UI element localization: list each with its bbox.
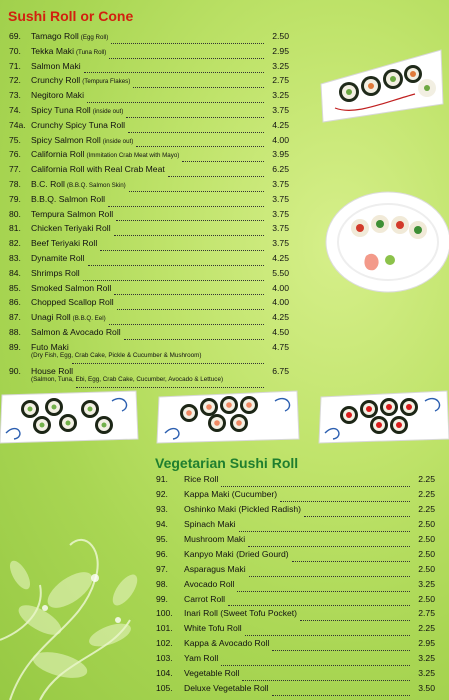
item-note: (Tempura Flakes) — [82, 78, 131, 86]
item-price: 4.25 — [272, 312, 289, 323]
item-number: 97. — [156, 563, 168, 574]
dot-leader — [72, 362, 264, 364]
item-number: 74a. — [9, 119, 26, 130]
dot-leader — [126, 116, 264, 118]
menu-item-78 — [9, 179, 289, 194]
item-price: 2.95 — [418, 638, 435, 649]
item-name: Salmon Maki — [31, 60, 81, 71]
item-price: 2.75 — [418, 608, 435, 619]
item-number: 93. — [156, 503, 168, 514]
item-name: Tekka Maki — [31, 45, 74, 56]
sushi-plate-photo-3 — [0, 387, 140, 447]
item-name: Chicken Teriyaki Roll — [31, 223, 111, 234]
item-name: Spicy Salmon Roll — [31, 134, 101, 145]
dot-leader — [128, 131, 264, 133]
item-note: (inside out) — [102, 137, 134, 145]
item-price: 2.50 — [418, 533, 435, 544]
item-name: Vegetable Roll — [184, 668, 240, 679]
dot-leader — [280, 500, 410, 502]
sushi-plate-photo-5 — [317, 387, 449, 447]
item-name: Oshinko Maki (Pickled Radish) — [184, 503, 302, 514]
item-name: Asparagus Maki — [184, 563, 246, 574]
section-title-vegetarian-sushi-roll: Vegetarian Sushi Roll — [155, 455, 299, 471]
item-price: 4.00 — [272, 134, 289, 145]
menu-item-73 — [9, 90, 289, 105]
item-name: House Roll — [31, 365, 74, 376]
item-name: Beef Teriyaki Roll — [31, 238, 98, 249]
item-price: 3.25 — [272, 90, 289, 101]
item-number: 90. — [9, 365, 21, 376]
item-price: 3.75 — [272, 104, 289, 115]
item-price: 3.75 — [272, 193, 289, 204]
item-number: 80. — [9, 208, 21, 219]
item-price: 3.95 — [272, 149, 289, 160]
item-number: 94. — [156, 518, 168, 529]
item-number: 85. — [9, 282, 21, 293]
item-price: 2.50 — [418, 563, 435, 574]
item-number: 89. — [9, 341, 21, 352]
item-price: 3.75 — [272, 178, 289, 189]
vegetarian-roll-list — [156, 474, 435, 698]
item-price: 2.50 — [272, 31, 289, 41]
dot-leader — [242, 679, 410, 681]
item-number: 105. — [156, 683, 173, 694]
sushi-roll-list — [9, 31, 289, 390]
section-title-sushi-roll-or-cone: Sushi Roll or Cone — [8, 8, 134, 24]
dot-leader — [221, 664, 410, 666]
item-ingredients: (Dry Fish, Egg, Crab Cake, Pickle & Cucumber & Mushroom) — [31, 351, 202, 359]
dot-leader — [248, 545, 410, 547]
menu-item-103 — [156, 653, 435, 668]
menu-item-71 — [9, 61, 289, 76]
menu-item-105 — [156, 683, 435, 698]
menu-item-82 — [9, 238, 289, 253]
item-number: 98. — [156, 578, 168, 589]
item-number: 99. — [156, 593, 168, 604]
item-name: B.C. Roll — [31, 178, 65, 189]
dot-leader — [300, 619, 410, 621]
item-name: White Tofu Roll — [184, 623, 242, 634]
menu-item-94 — [156, 519, 435, 534]
menu-item-76 — [9, 149, 289, 164]
dot-leader — [304, 515, 410, 517]
item-number: 103. — [156, 653, 173, 664]
item-note: (Immitation Crab Meat with Mayo) — [86, 152, 180, 160]
dot-leader — [108, 205, 264, 207]
item-name: Crunchy Roll — [31, 75, 81, 86]
menu-item-74a — [9, 120, 289, 135]
item-number: 96. — [156, 548, 168, 559]
item-name: Dynamite Roll — [31, 252, 85, 263]
dot-leader — [83, 279, 264, 281]
menu-item-83 — [9, 253, 289, 268]
item-name: Kappa & Avocado Roll — [184, 638, 270, 649]
item-price: 3.75 — [272, 223, 289, 234]
dot-leader — [114, 234, 264, 236]
item-number: 100. — [156, 608, 173, 619]
item-number: 70. — [9, 45, 21, 56]
item-name: Tamago Roll — [31, 31, 79, 41]
dot-leader — [239, 530, 410, 532]
item-name: Shrimps Roll — [31, 267, 80, 278]
item-number: 104. — [156, 668, 173, 679]
dot-leader — [245, 634, 410, 636]
dot-leader — [182, 160, 264, 162]
item-name: Salmon & Avocado Roll — [31, 326, 121, 337]
item-price: 4.25 — [272, 119, 289, 130]
item-name: Kappa Maki (Cucumber) — [184, 488, 278, 499]
item-name: Kanpyo Maki (Dried Gourd) — [184, 548, 289, 559]
item-price: 3.75 — [272, 238, 289, 249]
menu-item-74 — [9, 105, 289, 120]
menu-item-95 — [156, 534, 435, 549]
item-name: Yam Roll — [184, 653, 219, 664]
item-number: 82. — [9, 238, 21, 249]
menu-item-100 — [156, 608, 435, 623]
item-price: 2.50 — [418, 518, 435, 529]
menu-item-104 — [156, 668, 435, 683]
item-name: Carrot Roll — [184, 593, 226, 604]
item-price: 5.50 — [272, 267, 289, 278]
menu-item-101 — [156, 623, 435, 638]
item-price: 2.50 — [418, 593, 435, 604]
item-number: 83. — [9, 252, 21, 263]
menu-item-75 — [9, 135, 289, 150]
dot-leader — [272, 649, 410, 651]
item-price: 3.25 — [272, 60, 289, 71]
menu-item-89 — [9, 342, 289, 366]
item-number: 101. — [156, 623, 173, 634]
menu-item-81 — [9, 223, 289, 238]
item-price: 4.50 — [272, 326, 289, 337]
item-price: 2.95 — [272, 45, 289, 56]
item-number: 95. — [156, 533, 168, 544]
dot-leader — [109, 57, 264, 59]
dot-leader — [109, 323, 264, 325]
item-name: California Roll with Real Crab Meat — [31, 164, 165, 175]
menu-item-80 — [9, 209, 289, 224]
menu-item-72 — [9, 75, 289, 90]
item-name: Spinach Maki — [184, 518, 236, 529]
dot-leader — [292, 560, 410, 562]
item-price: 6.25 — [272, 164, 289, 175]
menu-item-88 — [9, 327, 289, 342]
menu-item-84 — [9, 268, 289, 283]
item-number: 87. — [9, 312, 21, 323]
item-number: 71. — [9, 60, 21, 71]
menu-item-77 — [9, 164, 289, 179]
item-name: Tempura Salmon Roll — [31, 208, 114, 219]
menu-item-85 — [9, 283, 289, 298]
sushi-plate-photo-4 — [155, 387, 302, 447]
item-number: 79. — [9, 193, 21, 204]
item-price: 4.00 — [272, 297, 289, 308]
item-name: Unagi Roll — [31, 312, 71, 323]
dot-leader — [228, 604, 410, 606]
menu-item-79 — [9, 194, 289, 209]
menu-item-99 — [156, 594, 435, 609]
item-price: 2.25 — [418, 503, 435, 514]
item-number: 77. — [9, 164, 21, 175]
menu-item-69 — [9, 31, 289, 46]
item-note: (B.B.Q. Salmon Skin) — [66, 181, 126, 189]
item-name: Smoked Salmon Roll — [31, 282, 112, 293]
item-name: Avocado Roll — [184, 578, 235, 589]
item-note: (Egg Roll) — [80, 34, 109, 41]
item-name: California Roll — [31, 149, 85, 160]
item-number: 69. — [9, 31, 21, 41]
item-number: 73. — [9, 90, 21, 101]
dot-leader — [237, 590, 410, 592]
item-number: 81. — [9, 223, 21, 234]
dot-leader — [249, 575, 410, 577]
item-name: Inari Roll (Sweet Tofu Pocket) — [184, 608, 298, 619]
item-name: Spicy Tuna Roll — [31, 104, 91, 115]
item-ingredients: (Salmon, Tuna, Ebi, Egg, Crab Cake, Cucumber, Avocado & Lettuce) — [31, 375, 224, 383]
item-number: 78. — [9, 178, 21, 189]
item-price: 2.25 — [418, 488, 435, 499]
item-price: 3.75 — [272, 208, 289, 219]
item-price: 4.75 — [272, 341, 289, 352]
dot-leader — [272, 694, 410, 696]
item-name: B.B.Q. Salmon Roll — [31, 193, 106, 204]
item-number: 74. — [9, 104, 21, 115]
item-price: 3.50 — [418, 683, 435, 694]
item-price: 3.25 — [418, 653, 435, 664]
item-name: Rice Roll — [184, 474, 219, 484]
item-note: (Tuna Roll) — [75, 48, 107, 56]
sushi-plate-photo-2 — [318, 190, 449, 295]
menu-item-98 — [156, 579, 435, 594]
item-number: 88. — [9, 326, 21, 337]
menu-item-96 — [156, 549, 435, 564]
dot-leader — [168, 175, 264, 177]
menu-item-93 — [156, 504, 435, 519]
menu-item-91 — [156, 474, 435, 489]
item-name: Mushroom Maki — [184, 533, 246, 544]
item-name: Chopped Scallop Roll — [31, 297, 114, 308]
item-price: 6.75 — [272, 365, 289, 376]
item-price: 2.25 — [418, 623, 435, 634]
item-note: (B.B.Q. Eel) — [72, 315, 106, 323]
menu-item-70 — [9, 46, 289, 61]
item-number: 91. — [156, 474, 168, 484]
item-price: 4.25 — [272, 252, 289, 263]
menu-item-92 — [156, 489, 435, 504]
menu-item-97 — [156, 564, 435, 579]
item-note: (inside out) — [92, 107, 124, 115]
dot-leader — [84, 71, 264, 73]
dot-leader — [116, 219, 264, 221]
dot-leader — [117, 308, 264, 310]
dot-leader — [129, 190, 264, 192]
item-name: Negitoro Maki — [31, 90, 85, 101]
item-number: 76. — [9, 149, 21, 160]
dot-leader — [114, 293, 264, 295]
sushi-plate-photo-1 — [315, 46, 447, 124]
menu-item-87 — [9, 312, 289, 327]
menu-item-86 — [9, 297, 289, 312]
item-price: 3.25 — [418, 578, 435, 589]
dot-leader — [111, 42, 264, 44]
item-price: 2.75 — [272, 75, 289, 86]
floral-decoration — [0, 470, 170, 700]
item-number: 92. — [156, 488, 168, 499]
item-price: 2.25 — [418, 474, 435, 484]
item-number: 86. — [9, 297, 21, 308]
dot-leader — [87, 101, 264, 103]
item-price: 3.25 — [418, 668, 435, 679]
item-name: Crunchy Spicy Tuna Roll — [31, 119, 126, 130]
menu-item-102 — [156, 638, 435, 653]
dot-leader — [100, 249, 264, 251]
item-name: Futo Maki — [31, 341, 69, 352]
dot-leader — [88, 264, 265, 266]
dot-leader — [221, 485, 410, 487]
dot-leader — [136, 145, 264, 147]
item-price: 4.00 — [272, 282, 289, 293]
item-number: 75. — [9, 134, 21, 145]
dot-leader — [133, 86, 264, 88]
item-number: 72. — [9, 75, 21, 86]
item-number: 102. — [156, 638, 173, 649]
item-price: 2.50 — [418, 548, 435, 559]
item-number: 84. — [9, 267, 21, 278]
item-name: Deluxe Vegetable Roll — [184, 683, 269, 694]
dot-leader — [124, 338, 264, 340]
